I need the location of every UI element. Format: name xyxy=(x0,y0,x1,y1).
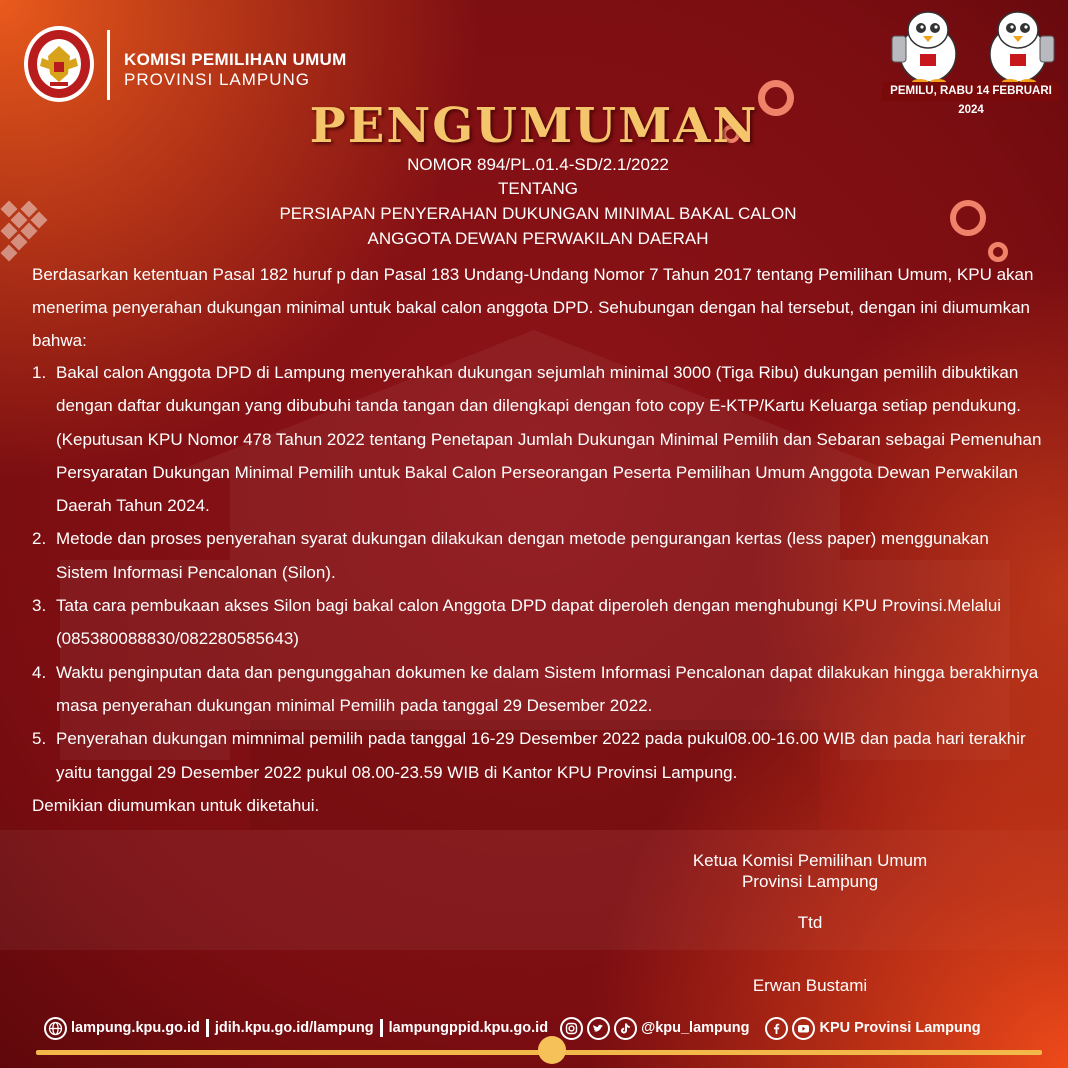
website-link[interactable]: lampung.kpu.go.id xyxy=(71,1020,200,1036)
header-divider xyxy=(107,30,110,100)
globe-icon xyxy=(44,1017,67,1040)
facebook-icon[interactable] xyxy=(765,1017,788,1040)
list-item: 1. Bakal calon Anggota DPD di Lampung menyerahkan dukungan sejumlah minimal 3000 (Tiga Ribu) dukungan pemilih dibuktikan dengan daftar dukungan yang dibubuhi tanda tangan dan dilengkapi dengan foto copy E-KTP/Kartu Keluarga setiap pendukung.(Keputusan KPU Nomor 478 Tahun 2022 tentang Penetapan Jumlah Dukungan Minimal Pemilih dan Sebaran sebagai Pemenuhan Persyaratan Dukungan Minimal Pemilih untuk Bakal Calon Perseorangan Peserta Pemilihan Umum Anggota Dewan Perwakilan Daerah Tahun 2024. xyxy=(32,363,1042,516)
election-mascots xyxy=(880,4,1066,86)
signature-title: Ketua Komisi Pemilihan Umum xyxy=(692,851,928,870)
election-date-banner: PEMILU, RABU 14 FEBRUARI 2024 xyxy=(882,82,1060,101)
tiktok-icon[interactable] xyxy=(614,1017,637,1040)
notice-subject-line1: PERSIAPAN PENYERAHAN DUKUNGAN MINIMAL BAKAL CALON xyxy=(279,204,797,223)
kpu-logo xyxy=(22,24,96,104)
signature-ttd: Ttd xyxy=(797,913,823,932)
notice-title: PENGUMUMAN xyxy=(309,98,759,154)
youtube-icon[interactable] xyxy=(792,1017,815,1040)
list-item: 5. Penyerahan dukungan mimnimal pemilih pada tanggal 16-29 Desember 2022 pada pukul08.00-16.00 WIB dan pada hari terakhir yaitu tanggal 29 Desember 2022 pukul 08.00-23.59 WIB di Kantor KPU Provinsi Lampung. xyxy=(32,729,1026,782)
footer-separator xyxy=(380,1019,383,1037)
notice-about: TENTANG xyxy=(498,179,578,198)
instagram-icon[interactable] xyxy=(560,1017,583,1040)
announcement-list xyxy=(32,356,1042,789)
org-province: PROVINSI LAMPUNG xyxy=(124,70,311,89)
page-name[interactable]: KPU Provinsi Lampung xyxy=(819,1020,981,1036)
org-name: KOMISI PEMILIHAN UMUM xyxy=(124,50,347,69)
signature-name: Erwan Bustami xyxy=(752,976,868,995)
list-item: 4. Waktu penginputan data dan pengunggahan dokumen ke dalam Sistem Informasi Pencalonan dapat dilakukan hingga berakhirnya masa penyerahan dukungan minimal Pemilih pada tanggal 29 Desember 2022. xyxy=(32,662,1039,715)
notice-subject-line2: ANGGOTA DEWAN PERWAKILAN DAERAH xyxy=(367,229,709,248)
notice-number: NOMOR 894/PL.01.4-SD/2.1/2022 xyxy=(407,155,669,174)
jdih-link[interactable]: jdih.kpu.go.id/lampung xyxy=(214,1020,374,1036)
signature-province: Provinsi Lampung xyxy=(741,872,879,891)
footer-bar xyxy=(44,1015,981,1041)
footer-separator xyxy=(206,1019,209,1037)
ppid-link[interactable]: lampungppid.kpu.go.id xyxy=(388,1020,549,1036)
footer-dot xyxy=(538,1036,566,1064)
intro-paragraph: Berdasarkan ketentuan Pasal 182 huruf p dan Pasal 183 Undang-Undang Nomor 7 Tahun 2017 tentang Pemilihan Umum, KPU akan menerima penyerahan dukungan minimal untuk bakal calon anggota DPD. Sehubungan dengan hal tersebut, dengan ini diumumkan bahwa: xyxy=(32,265,1034,350)
closing-sentence: Demikian diumumkan untuk diketahui. xyxy=(32,796,320,815)
twitter-icon[interactable] xyxy=(587,1017,610,1040)
social-handle[interactable]: @kpu_lampung xyxy=(641,1020,750,1036)
list-item: 3. Tata cara pembukaan akses Silon bagi bakal calon Anggota DPD dapat diperoleh dengan menghubungi KPU Provinsi.Melalui (085380088830/082280585643) xyxy=(32,596,1002,649)
list-item: 2. Metode dan proses penyerahan syarat dukungan dilakukan dengan metode pengurangan kertas (less paper) menggunakan Sistem Informasi Pencalonan (Silon). xyxy=(32,529,989,582)
